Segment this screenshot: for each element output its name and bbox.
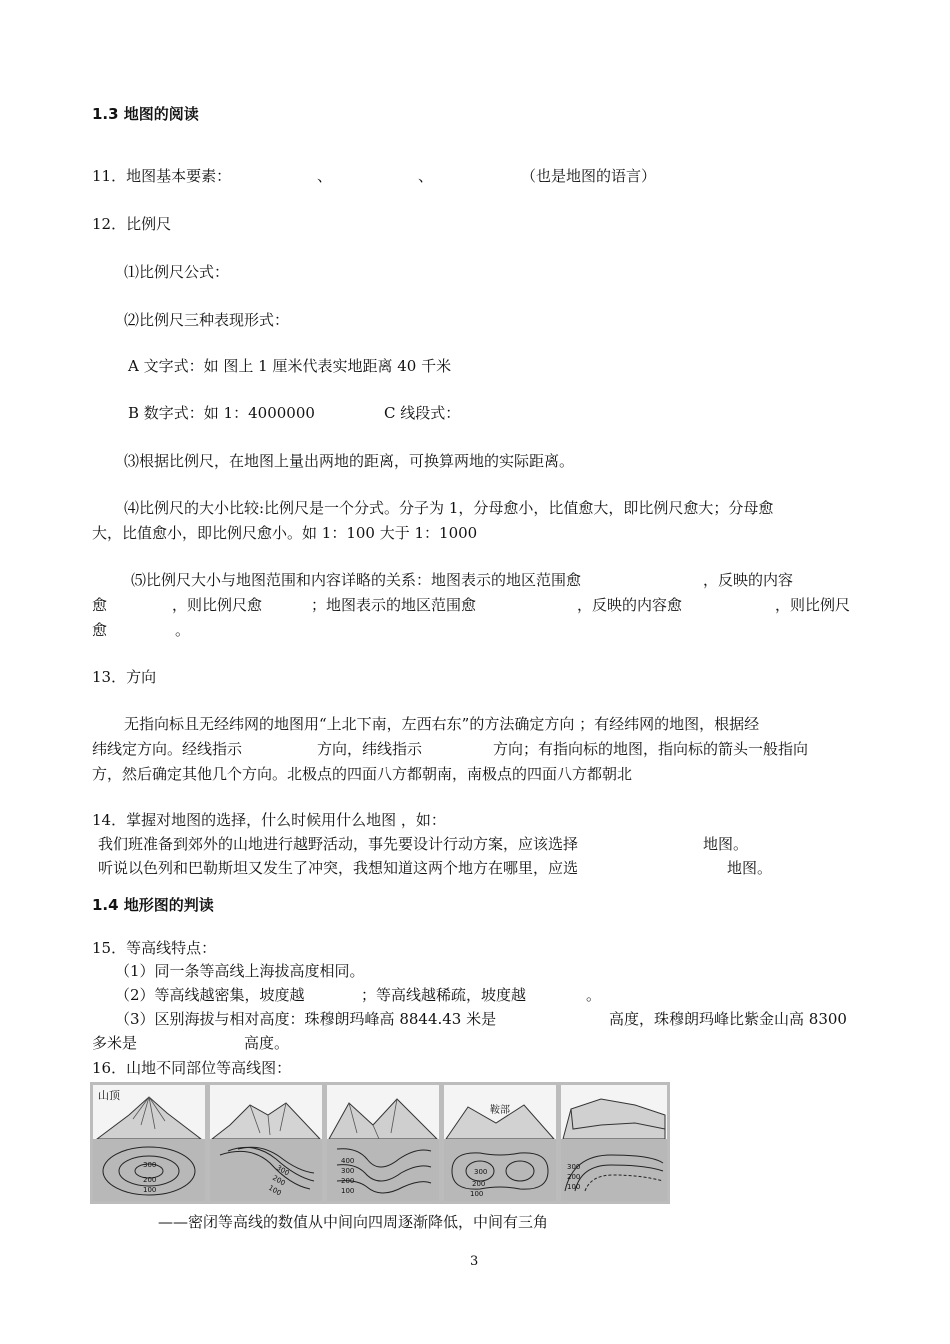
q12-item-5-line-2e: ，则比例尺: [775, 596, 851, 614]
q14-line-2a: 听说以色列和巴勒斯坦又发生了冲突，我想知道这两个地方在哪里，应选: [98, 859, 579, 877]
q12-item-4-line-2: 大，比值愈小，即比例尺愈小。如 1：100 大于 1：1000: [92, 524, 478, 542]
svg-text:200: 200: [472, 1180, 486, 1188]
q12-title: 12．比例尺: [92, 215, 172, 233]
q12-item-a: A 文字式：如 图上 1 厘米代表实地距离 40 千米: [128, 357, 452, 375]
q12-item-3: ⑶根据比例尺，在地图上量出两地的距离，可换算两地的实际距离。: [124, 452, 575, 470]
svg-text:200: 200: [271, 1173, 287, 1188]
q12-item-4-line-1: ⑷比例尺的大小比较:比例尺是一个分式。分子为 1，分母愈小，比值愈大，即比例尺愈大；分母愈: [124, 499, 774, 517]
q13-line-1: 无指向标且无经纬网的地图用“上北下南，左西右东”的方法确定方向 ；有经纬网的地图，根据经: [124, 715, 760, 733]
q15-item-2b: ；等高线越稀疏，坡度越: [361, 986, 527, 1004]
figure-panel-cliff: [561, 1085, 667, 1201]
contour-label-200: 200: [143, 1176, 157, 1184]
q15-title: 15．等高线特点：: [92, 939, 217, 957]
q11-tail: （也是地图的语言）: [521, 167, 657, 185]
q15-item-1: （1）同一条等高线上海拔高度相同。: [115, 962, 365, 980]
q12-item-1: ⑴比例尺公式：: [124, 263, 230, 281]
q12-item-2: ⑵比例尺三种表现形式：: [124, 311, 290, 329]
figure-label-1: 山顶: [98, 1089, 120, 1102]
q15-item-3d: 高度。: [244, 1034, 290, 1052]
svg-text:400: 400: [341, 1157, 355, 1165]
page-number: 3: [470, 1254, 479, 1269]
q12-item-5-line-3b: 。: [175, 621, 191, 639]
svg-text:100: 100: [470, 1190, 484, 1198]
svg-text:300: 300: [474, 1168, 488, 1176]
q13-line-2a: 纬线定方向。经线指示: [92, 740, 243, 758]
svg-text:200: 200: [341, 1177, 355, 1185]
q12-item-5-line-2b: ，则比例尺愈: [172, 596, 263, 614]
q11-separator-1: 、: [317, 167, 333, 185]
q13-title: 13．方向: [92, 668, 157, 686]
q15-item-2a: （2）等高线越密集，坡度越: [115, 986, 305, 1004]
q15-item-3c: 多米是: [92, 1034, 138, 1052]
q13-line-2b: 方向，纬线指示: [317, 740, 423, 758]
figure-label-saddle: 鞍部: [490, 1105, 510, 1116]
q11-separator-2: 、: [418, 167, 434, 185]
q12-item-c: C 线段式：: [384, 404, 461, 422]
q11-label: 11．地图基本要素：: [92, 167, 232, 185]
q12-item-5-line-3a: 愈: [92, 621, 108, 639]
figure-panel-valley: [327, 1085, 439, 1201]
q12-item-5-line-1b: ，反映的内容: [703, 571, 794, 589]
q14-title: 14．掌握对地图的选择，什么时候用什么地图 ，如：: [92, 811, 446, 829]
q14-line-1a: 我们班准备到郊外的山地进行越野活动，事先要设计行动方案，应该选择: [98, 835, 579, 853]
q12-item-b: B 数字式：如 1：4000000: [128, 404, 315, 422]
contour-label-300: 300: [143, 1161, 157, 1169]
contour-figure: [90, 1082, 670, 1204]
q14-line-2b: 地图。: [727, 859, 773, 877]
q12-item-5-line-2c: ；地图表示的地区范围愈: [311, 596, 477, 614]
figure-panel-ridge: [210, 1085, 322, 1201]
figure-caption: ——密闭等高线的数值从中间向四周逐渐降低，中间有三角: [158, 1213, 549, 1231]
svg-text:300: 300: [275, 1163, 291, 1178]
q12-item-5-line-2d: ，反映的内容愈: [577, 596, 683, 614]
svg-text:300: 300: [567, 1163, 581, 1171]
q12-item-5-line-1a: ⑸比例尺大小与地图范围和内容详略的关系：地图表示的地区范围愈: [131, 571, 582, 589]
q14-line-1b: 地图。: [703, 835, 749, 853]
q15-item-2c: 。: [586, 986, 602, 1004]
svg-text:100: 100: [567, 1183, 581, 1191]
q12-item-5-line-2a: 愈: [92, 596, 108, 614]
q13-line-2c: 方向；有指向标的地图，指向标的箭头一般指向: [493, 740, 809, 758]
q15-item-3a: （3）区别海拔与相对高度：珠穆朗玛峰高 8844.43 米是: [115, 1010, 497, 1028]
svg-text:300: 300: [341, 1167, 355, 1175]
contour-label-100: 100: [143, 1186, 157, 1194]
section-heading-1-3: 1.3 地图的阅读: [92, 105, 199, 123]
svg-text:100: 100: [267, 1183, 283, 1198]
q13-line-3: 方，然后确定其他几个方向。北极点的四面八方都朝南，南极点的四面八方都朝北: [92, 765, 633, 783]
figure-panel-summit: [93, 1085, 205, 1201]
figure-panel-saddle: [444, 1085, 556, 1201]
section-heading-1-4: 1.4 地形图的判读: [92, 896, 214, 914]
q15-item-3b: 高度，珠穆朗玛峰比紫金山高 8300: [609, 1010, 847, 1028]
svg-text:200: 200: [567, 1173, 581, 1181]
q16-title: 16．山地不同部位等高线图：: [92, 1059, 292, 1077]
svg-text:100: 100: [341, 1187, 355, 1195]
